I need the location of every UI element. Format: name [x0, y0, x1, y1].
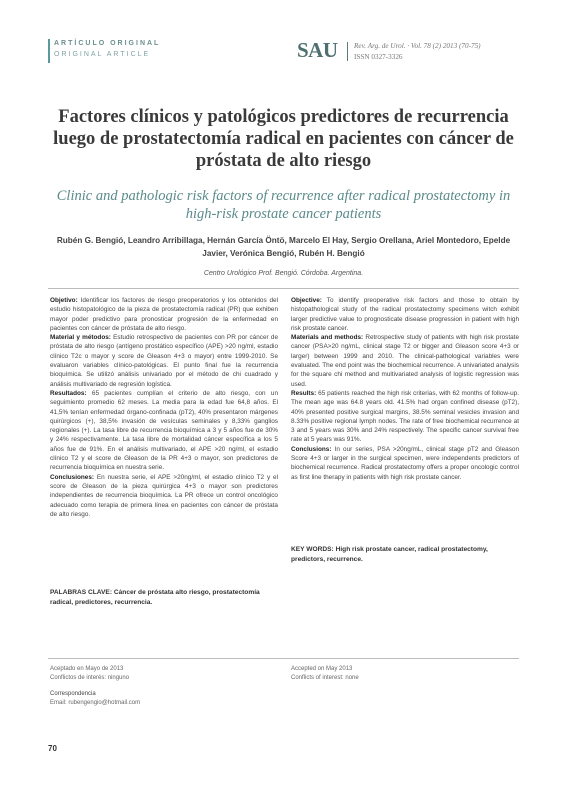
abstract-es-conclusions: Conclusiones: En nuestra serie, el APE >20ng/ml, el estadio clínico T2 y el score de Gleason de la pieza quirúrgica 4+3 o mayor son predictores independientes de recurrencia bioquímica. La PR ofrece un control oncológico adecuado como terapia de primera línea en pacientes con cáncer de próstata de alto riesgo.: [50, 473, 279, 518]
section-label-es: ARTÍCULO ORIGINAL: [54, 40, 161, 47]
abstract-es-results: Resultados: 65 pacientes cumplían el criterio de alto riesgo, con un seguimiento promedio 62 meses. La media para la edad fue 64,8 años. El 41,5% tenían enfermedad órgano-confinada (pT2), 40% presentaron márgenes quirúrgicos (+), 38,5% invasión de vesículas seminales y 8,33% ganglios regionales (+). La tasa libre de recurrencia bioquímica a 3 y 5 años fue de 30% y 24% respectivamente. La tasa libre de mortalidad cáncer específica a los 5 años fue de 91%. En el análisis multivariado, el APE >20 ng/ml, el estadio clínico T2 y el score de Gleason de la PR 4+3 o mayor, son predictores de recurrencia bioquímica en nuestra serie.: [50, 389, 279, 472]
correspondence-label: Correspondencia: [50, 691, 96, 698]
abstract-label: Conclusiones: [50, 473, 92, 481]
abstract-text: Estudio retrospectivo de pacientes con PR por cáncer de próstata de alto riesgo (antígeno prostático específico (APE) >20 ng/ml, estadio clínico T2c o mayor y score de Gleason 4+3 o mayor) entre 1999-2010. Se evaluaron variables clínico-patológicas. El punto final fue la recurrencia bioquímica. Se utilizó análisis univariado por el método de chi cuadrado y análisis multivariado de regresión logística.: [50, 334, 279, 388]
abstract-text: Retrospective study of patients with high risk prostate cancer (PSA>20 ng/mL, clinical stage T2 or bigger and Gleason score 4+3 or larger) between 1999 and 2010. The clinical-pathological variables were evaluated. The end point was the biochemical recurrence. A univariated analysis for the square chi method and multivariated analysis of logistic regression was used.: [291, 334, 520, 388]
abstract-en-objective: Objective: To identify preoperative risk factors and those to obtain by histopathological study of the radical prostatectomy specimens witch exhibit larger predictive value to prognosticate disease progression in patient with high risk prostate cancer.: [291, 297, 519, 332]
abstract-text: Identificar los factores de riesgo preoperatorios y los obtenidos del estudio histopatológico de la pieza de prostatectomía radical (PR) que exhiben mayor poder predictivo para pronosticar progresión de la enfermedad en pacientes con cáncer de próstata de alto riesgo.: [50, 297, 279, 332]
conflicts-en: Conflicts of interest: none: [291, 674, 359, 681]
abstract-text: To identify preoperative risk factors and those to obtain by histopathological study of the radical prostatectomy specimens witch exhibit larger predictive value to prognosticate disease progression in patient with high risk prostate cancer.: [291, 297, 519, 332]
keywords-es: PALABRAS CLAVE: Cáncer de próstata alto riesgo, prostatectomía radical, predictores, recurrencia.: [50, 589, 260, 606]
journal-citation: Rev. Arg. de Urol. · Vol. 78 (2) 2013 (70-75): [354, 42, 481, 50]
abstract-en-results: Results: 65 patients reached the high risk criterias, with 62 months of follow-up. The mean age was 64.8 years old. 41.5% had organ confined disease (pT2), 40% presented positive surgical margins, 38.5% seminal vesicles invasion and 8.33% positive regional lymph nodes. The rate of free biochemical recurrence at 3 and 5 years was 30% and 24% respectively. The specific cancer survival free rate at 5 years was 91%.: [291, 389, 519, 444]
footer-divider: [48, 658, 519, 659]
abstract-text: 65 patients reached the high risk criterias, with 62 months of follow-up. The mean age was 64.8 years old. 41.5% had organ confined disease (pT2), 40% presented positive surgical margins, 38.5% seminal vesicles invasion and 8.33% positive regional lymph nodes. The rate of free biochemical recurrence at 3 and 5 years was 30% and 24% respectively. The specific cancer survival free rate at 5 years was 91%.: [291, 389, 519, 444]
section-label-en: ORIGINAL ARTICLE: [54, 51, 151, 58]
abstract-es-objective: Objetivo: Identificar los factores de riesgo preoperatorios y los obtenidos del estudio histopatológico de la pieza de prostatectomía radical (PR) que exhiben mayor poder predictivo para pronosticar progresión de la enfermedad en pacientes con cáncer de próstata de alto riesgo.: [50, 297, 279, 332]
abstract-text: En nuestra serie, el APE >20ng/ml, el estadio clínico T2 y el score de Gleason de la pieza quirúrgica 4+3 o mayor son predictores independientes de recurrencia bioquímica. La PR ofrece un control oncológico adecuado como terapia de primera línea en pacientes con cáncer de próstata de alto riesgo.: [50, 473, 279, 518]
affiliation: Centro Urológico Prof. Bengió. Córdoba. Argentina.: [203, 270, 364, 277]
page-number: 70: [48, 744, 57, 753]
keywords-en: KEY WORDS: High risk prostate cancer, radical prostatectomy, predictors, recurrence.: [291, 546, 488, 563]
footer-notes-en: [291, 665, 511, 682]
logo-divider: [347, 42, 348, 61]
abstract-label: Resultados: [50, 389, 85, 397]
conflicts-es: Conflictos de interés: ninguno: [50, 674, 130, 681]
abstract-label: Materials and methods: [291, 334, 362, 342]
correspondence-email: Email: rubengengio@hotmail.com: [50, 699, 141, 706]
abstract-en-conclusions: Conclusions: In our series, PSA >20ng/mL, clinical stage pT2 and Gleason Score 4+3 or larger in the surgical specimen, were independents predictors of biochemical recurrence. Radical prostatectomy offers a proper oncologic control as first line therapy in patients with high risk prostate cancer.: [291, 445, 520, 481]
author-list: Rubén G. Bengió, Leandro Arribillaga, Hernán García Öntö, Marcelo El Hay, Sergio Orellana, Ariel Montedoro, Epelde Javier, Verónica Bengió, Rubén H. Bengió: [56, 236, 511, 258]
section-accent-bar: [48, 39, 50, 63]
journal-logo: SAU: [297, 38, 338, 62]
accepted-date-es: Aceptado en Mayo de 2013: [50, 666, 124, 672]
abstract-text: In our series, PSA >20ng/mL, clinical stage pT2 and Gleason Score 4+3 or larger in the surgical specimen, were independents predictors of biochemical recurrence. Radical prostatectomy offers a proper oncologic control as first line therapy in patients with high risk prostate cancer.: [291, 445, 520, 481]
top-divider: [48, 288, 519, 289]
abstract-label: Results: [291, 389, 315, 397]
abstract-label: Objective: [291, 297, 320, 304]
abstract-label: Material y métodos: [50, 334, 109, 342]
abstract-text: 65 pacientes cumplían el criterio de alto riesgo, con un seguimiento promedio 62 meses. La media para la edad fue 64,8 años. El 41,5% tenían enfermedad órgano-confinada (pT2), 40% presentaron márgenes quirúrgicos (+), 38,5% invasión de vesículas seminales y 8,33% ganglios regionales (+). La tasa libre de recurrencia bioquímica a 3 y 5 años fue de 30% y 24% respectivamente. La tasa libre de mortalidad cáncer específica a los 5 años fue de 91%. En el análisis multivariado, el APE >20 ng/ml, el estadio clínico T2 y el score de Gleason de la PR 4+3 o mayor, son predictores de recurrencia bioquímica en nuestra serie.: [50, 389, 279, 472]
accepted-date-en: Accepted on May 2013: [291, 666, 353, 672]
abstract-label: Conclusions: [291, 445, 330, 453]
footer-notes-es: [50, 665, 270, 707]
article-title-en: Clinic and pathologic risk factors of recurrence after radical prostatectomy in high-risk prostate cancer patients: [56, 188, 511, 222]
abstract-es-methods: Material y métodos: Estudio retrospectivo de pacientes con PR por cáncer de próstata de alto riesgo (antígeno prostático específico (APE) >20 ng/ml, estadio clínico T2c o mayor y score de Gleason 4+3 o mayor) entre 1999-2010. Se evaluaron variables clínico-patológicas. El punto final fue la recurrencia bioquímica. Se utilizó análisis univariado por el método de chi cuadrado y análisis multivariado de regresión logística.: [50, 334, 279, 388]
abstract-en: [291, 296, 519, 482]
abstract-label: Objetivo: [50, 297, 76, 304]
journal-issn: ISSN 0327-3326: [354, 53, 403, 61]
abstract-en-methods: Materials and methods: Retrospective study of patients with high risk prostate cancer (PSA>20 ng/mL, clinical stage T2 or bigger and Gleason score 4+3 or larger) between 1999 and 2010. The clinical-pathological variables were evaluated. The end point was the biochemical recurrence. A univariated analysis for the square chi method and multivariated analysis of logistic regression was used.: [291, 334, 520, 388]
article-title-es: Factores clínicos y patológicos predictores de recurrencia luego de prostatectomía radical en pacientes con cáncer de próstata de alto riesgo: [53, 107, 514, 171]
abstract-es: [50, 296, 278, 519]
